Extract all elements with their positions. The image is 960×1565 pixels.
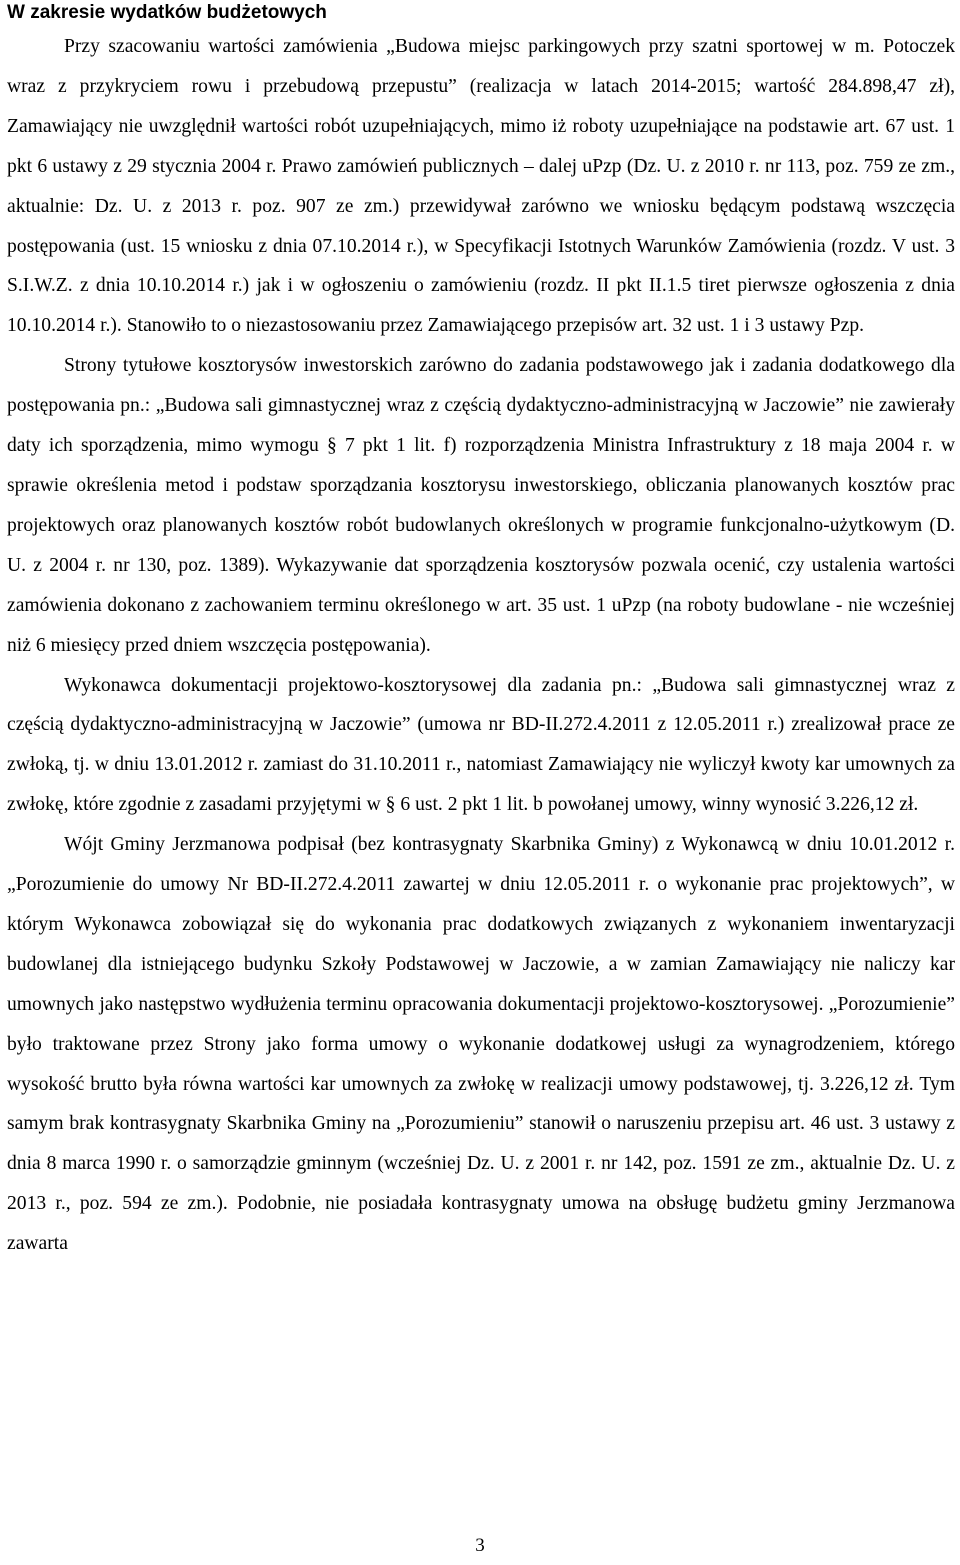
section-heading: W zakresie wydatków budżetowych [7, 2, 327, 23]
paragraph-cost-estimates: Strony tytułowe kosztorysów inwestorskich zarówno do zadania podstawowego jak i zadania dodatkowego dla postępowania pn.: „Budowa sali gimnastycznej wraz z częścią dydaktyczno-administracyjną w Jaczowie” nie zawierały daty ich sporządzenia, mimo wymogu § 7 pkt 1 lit. f) rozporządzenia Ministra Infrastruktury z 18 maja 2004 r. w sprawie określenia metod i podstaw sporządzania kosztorysu inwestorskiego, obliczania planowanych kosztów prac projektowych oraz planowanych kosztów robót budowlanych określonych w programie funkcjonalno-użytkowym (D. U. z 2004 r. nr 130, poz. 1389). Wykazywanie dat sporządzenia kosztorysów pozwala ocenić, czy ustalenia wartości zamówienia dokonano z zachowaniem terminu określonego w art. 35 ust. 1 uPzp (na roboty budowlane - nie wcześniej niż 6 miesięcy przed dniem wszczęcia postępowania). [7, 355, 955, 656]
document-page [7, 0, 955, 1264]
paragraph-contractor-delay: Wykonawca dokumentacji projektowo-kosztorysowej dla zadania pn.: „Budowa sali gimnastycznej wraz z częścią dydaktyczno-administracyjną w Jaczowie” (umowa nr BD-II.272.4.2011 z 12.05.2011 r.) zrealizował prace ze zwłoką, tj. w dniu 13.01.2012 r. zamiast do 31.10.2011 r., natomiast Zamawiający nie wyliczył kwoty kar umownych za zwłokę, które zgodnie z zasadami przyjętymi w § 6 ust. 2 pkt 1 lit. b powołanej umowy, winny wynosić 3.226,12 zł. [7, 674, 955, 816]
page-number: 3 [475, 1535, 485, 1556]
paragraph-parking-estimate: Przy szacowaniu wartości zamówienia „Budowa miejsc parkingowych przy szatni sportowej w m. Potoczek wraz z przykryciem rowu i przebudową przepustu” (realizacja w latach 2014-2015; wartość 284.898,47 zł), Zamawiający nie uwzględnił wartości robót uzupełniających, mimo iż roboty uzupełniające na podstawie art. 67 ust. 1 pkt 6 ustawy z 29 stycznia 2004 r. Prawo zamówień publicznych – dalej uPzp (Dz. U. z 2010 r. nr 113, poz. 759 ze zm., aktualnie: Dz. U. z 2013 r. poz. 907 ze zm.) przewidywał zarówno we wniosku będącym podstawą wszczęcia postępowania (ust. 15 wniosku z dnia 07.10.2014 r.), w Specyfikacji Istotnych Warunków Zamówienia (rozdz. V ust. 3 S.I.W.Z. z dnia 10.10.2014 r.) jak i w ogłoszeniu o zamówieniu (rozdz. II pkt II.1.5 tiret pierwsze ogłoszenia z dnia 10.10.2014 r.). Stanowiło to o niezastosowaniu przez Zamawiającego przepisów art. 32 ust. 1 i 3 ustawy Pzp. [7, 36, 955, 337]
paragraph-agreement: Wójt Gminy Jerzmanowa podpisał (bez kontrasygnaty Skarbnika Gminy) z Wykonawcą w dniu 10.01.2012 r. „Porozumienie do umowy Nr BD-II.272.4.2011 zawartej w dniu 12.05.2011 r. o wykonanie prac projektowych”, w którym Wykonawca zobowiązał się do wykonania prac dodatkowych związanych z wykonaniem inwentaryzacji budowlanej dla istniejącego budynku Szkoły Podstawowej w Jaczowie, a w zamian Zamawiający nie naliczy kar umownych jako następstwo wydłużenia terminu opracowania dokumentacji projektowo-kosztorysowej. „Porozumienie” było traktowane przez Strony jako forma umowy o wykonanie dodatkowej usługi za wynagrodzeniem, którego wysokość brutto była równa wartości kar umownych za zwłokę w realizacji umowy podstawowej, tj. 3.226,12 zł. Tym samym brak kontrasygnaty Skarbnika Gminy na „Porozumieniu” stanowił o naruszeniu przepisu art. 46 ust. 3 ustawy z dnia 8 marca 1990 r. o samorządzie gminnym (wcześniej Dz. U. z 2001 r. nr 142, poz. 1591 ze zm., aktualnie Dz. U. z 2013 r., poz. 594 ze zm.). Podobnie, nie posiadała kontrasygnaty umowa na obsługę budżetu gminy Jerzmanowa zawarta [7, 834, 955, 1255]
